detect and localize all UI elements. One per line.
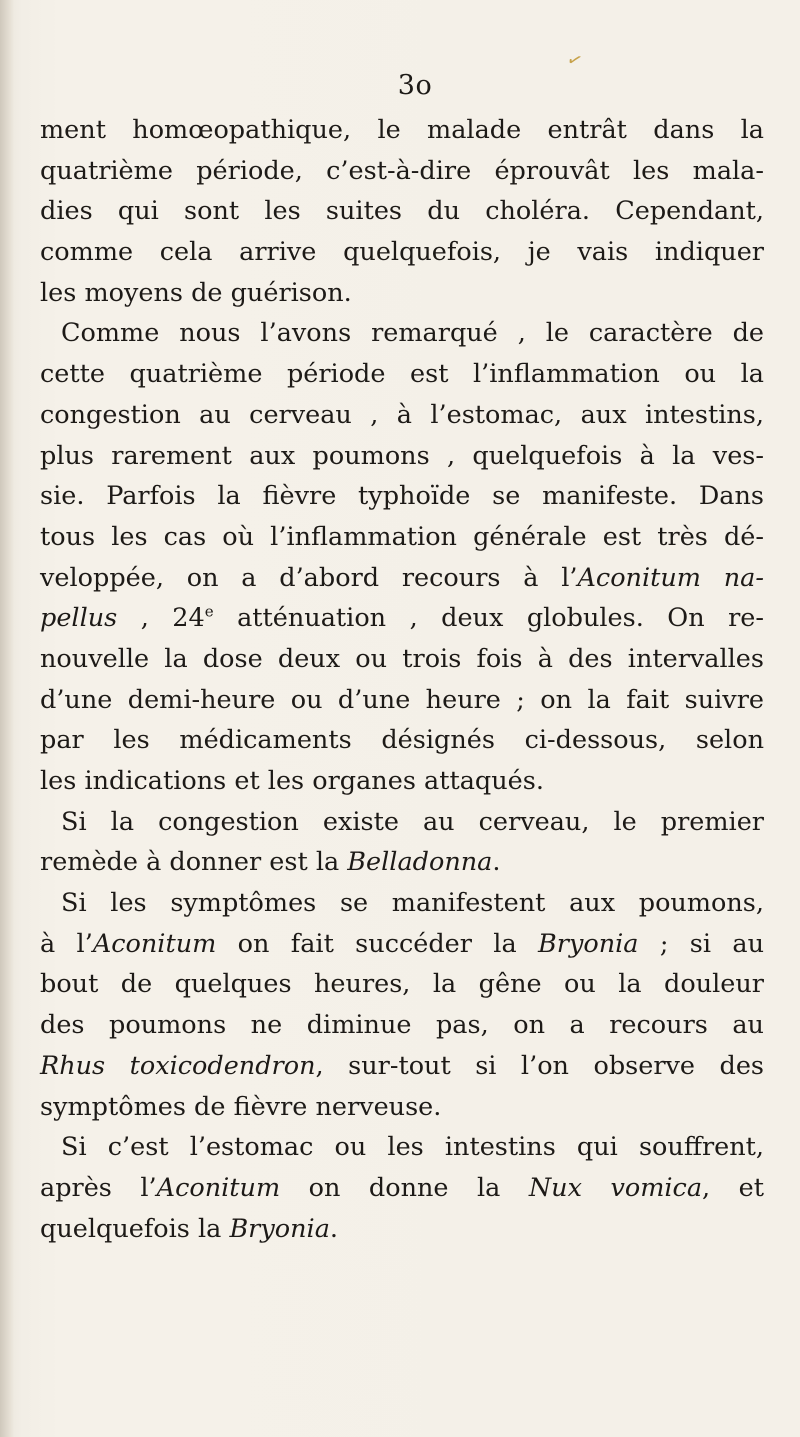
text-line: Si c’est l’estomac ou les intestins qui souffrent, [61,1132,764,1163]
text-line: quelquefois la Bryonia. [40,1213,339,1244]
text-line: Si la congestion existe au cerveau, le premier [61,806,764,837]
text-line: Rhus toxicodendron, sur-tout si l’on observe des [40,1050,764,1081]
body-text [40,110,764,1249]
text-line: par les médicaments désignés ci-dessous, selon [40,725,764,756]
text-line: quatrième période, c’est-à-dire éprouvât les mala- [40,155,764,186]
margin-pencil-mark: ✓ [563,48,586,73]
page-binding-shadow [0,0,14,1437]
text-line: des poumons ne diminue pas, on a recours au [40,1010,764,1041]
text-line: congestion au cerveau , à l’estomac, aux intestins, [40,399,764,430]
text-line: pellus , 24e atténuation , deux globules. On re- [40,602,764,634]
text-line: ment homœopathique, le malade entrât dans la [40,115,764,145]
text-line: cette quatrième période est l’inflammation ou la [40,359,764,390]
text-line: après l’Aconitum on donne la Nux vomica, et [40,1172,764,1203]
text-line: symptômes de fièvre nerveuse. [40,1091,442,1122]
text-line: à l’Aconitum on fait succéder la Bryonia ; si au [40,928,764,959]
text-line: Comme nous l’avons remarqué , le caractère de [61,318,764,349]
text-line: remède à donner est la Belladonna. [40,847,501,878]
text-line: sie. Parfois la fièvre typhoïde se manifeste. Dans [40,481,764,512]
page-number: 3o [397,70,433,101]
text-line: bout de quelques heures, la gêne ou la douleur [40,969,764,1000]
text-line: Si les symptômes se manifestent aux poumons, [61,888,764,919]
text-line: veloppée, on a d’abord recours à l’Aconitum na- [40,562,765,593]
text-line: les indications et les organes attaqués. [40,766,544,796]
text-line: plus rarement aux poumons , quelquefois à la ves- [40,440,764,471]
text-line: tous les cas où l’inflammation générale est très dé- [40,521,764,552]
text-line: comme cela arrive quelquefois, je vais indiquer [40,237,764,268]
text-line: les moyens de guérison. [40,277,352,308]
text-line: dies qui sont les suites du choléra. Cependant, [40,196,764,227]
text-line: nouvelle la dose deux ou trois fois à des intervalles [40,643,764,674]
text-line: d’une demi-heure ou d’une heure ; on la fait suivre [40,684,764,715]
